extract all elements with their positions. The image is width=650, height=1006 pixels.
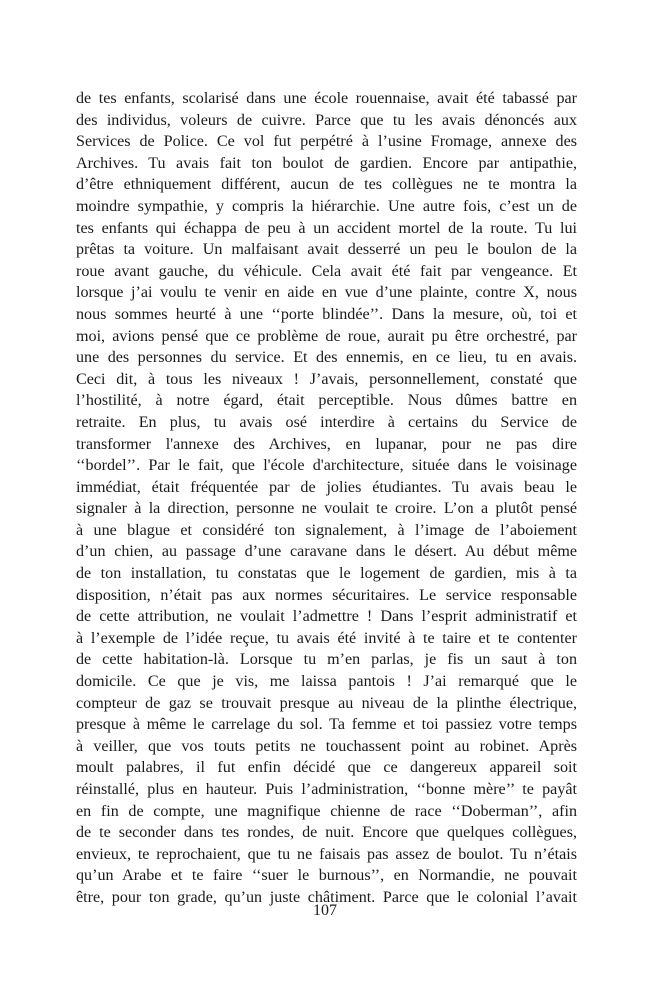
text-line: ‘‘bordel’’. Par le fait, que l'école d'architecture, située dans le voisinage [76,457,577,475]
text-line: d’être ethniquement différent, aucun de tes collègues ne te montra la [76,176,577,194]
text-line: des individus, voleurs de cuivre. Parce que tu les avais dénoncés aux [76,111,577,129]
text-line: à veiller, que vos touts petits ne touchassent point au robinet. Après [76,737,577,755]
text-line: signaler à la direction, personne ne voulait te croire. L’on a plutôt pensé [76,500,577,518]
text-line: moi, avions pensé que ce problème de roue, aurait pu être orchestré, par [76,327,577,345]
text-line: à une blague et considéré ton signalement, à l’image de l’aboiement [76,521,577,539]
page-number: 107 [313,902,337,919]
text-line: de ton installation, tu constatas que le logement de gardien, mis à ta [76,565,577,583]
text-line: être, pour ton grade, qu’un juste châtiment. Parce que le colonial l’avait [76,888,577,906]
text-line: prêtas ta voiture. Un malfaisant avait desserré un peu le boulon de la [76,241,577,259]
text-line: Ceci dit, à tous les niveaux ! J’avais, personnellement, constaté que [76,370,577,388]
text-line: Services de Police. Ce vol fut perpétré à l’usine Fromage, annexe des [76,133,577,151]
text-line: de cette habitation-là. Lorsque tu m’en parlas, je fis un saut à ton [76,651,577,669]
text-line: en fin de compte, une magnifique chienne de race ‘‘Doberman’’, afin [76,802,577,820]
text-line: qu’un Arabe et te faire ‘‘suer le burnous’’, en Normandie, ne pouvait [76,867,577,885]
text-line: transformer l'annexe des Archives, en lupanar, pour ne pas dire [76,435,577,453]
text-line: une des personnes du service. Et des ennemis, en ce lieu, tu en avais. [76,349,577,367]
text-line: roue avant gauche, du véhicule. Cela avait été fait par vengeance. Et [76,262,577,280]
text-line: de cette attribution, ne voulait l’admettre ! Dans l’esprit administratif et [76,608,577,626]
text-line: réinstallé, plus en hauteur. Puis l’administration, ‘‘bonne mère’’ te payât [76,781,577,798]
text-line: nous sommes heurté à une ‘‘porte blindée’’. Dans la mesure, où, toi et [76,305,577,323]
text-line: moult palabres, il fut enfin décidé que ce dangereux appareil soit [76,759,577,777]
text-line: presque à même le carrelage du sol. Ta femme et toi passiez votre temps [76,716,577,734]
text-line: domicile. Ce que je vis, me laissa pantois ! J’ai remarqué que le [76,673,577,691]
text-line: d’un chien, au passage d’une caravane dans le désert. Au début même [76,543,577,561]
text-line: à l’exemple de l’idée reçue, tu avais été invité à te taire et te contenter [76,629,577,647]
body-text [76,88,577,909]
text-line: disposition, n’était pas aux normes sécuritaires. Le service responsable [76,586,577,604]
text-line: de tes enfants, scolarisé dans une école rouennaise, avait été tabassé par [76,90,577,107]
text-line: lorsque j’ai voulu te venir en aide en vue d’une plainte, contre X, nous [76,284,577,302]
text-line: l’hostilité, à notre égard, était perceptible. Nous dûmes battre en [76,392,577,410]
text-line: Archives. Tu avais fait ton boulot de gardien. Encore par antipathie, [76,154,577,172]
text-line: tes enfants qui échappa de peu à un accident mortel de la route. Tu lui [76,219,577,237]
text-line: compteur de gaz se trouvait presque au niveau de la plinthe électrique, [76,694,577,712]
text-line: de te seconder dans tes rondes, de nuit. Encore que quelques collègues, [76,824,577,842]
text-line: moindre sympathie, y compris la hiérarchie. Une autre fois, c’est un de [76,197,577,215]
text-line: envieux, te reprochaient, que tu ne faisais pas assez de boulot. Tu n’étais [76,845,577,863]
text-line: retraite. En plus, tu avais osé interdire à certains du Service de [76,413,577,431]
text-line: immédiat, était fréquentée par de jolies étudiantes. Tu avais beau le [76,478,577,496]
